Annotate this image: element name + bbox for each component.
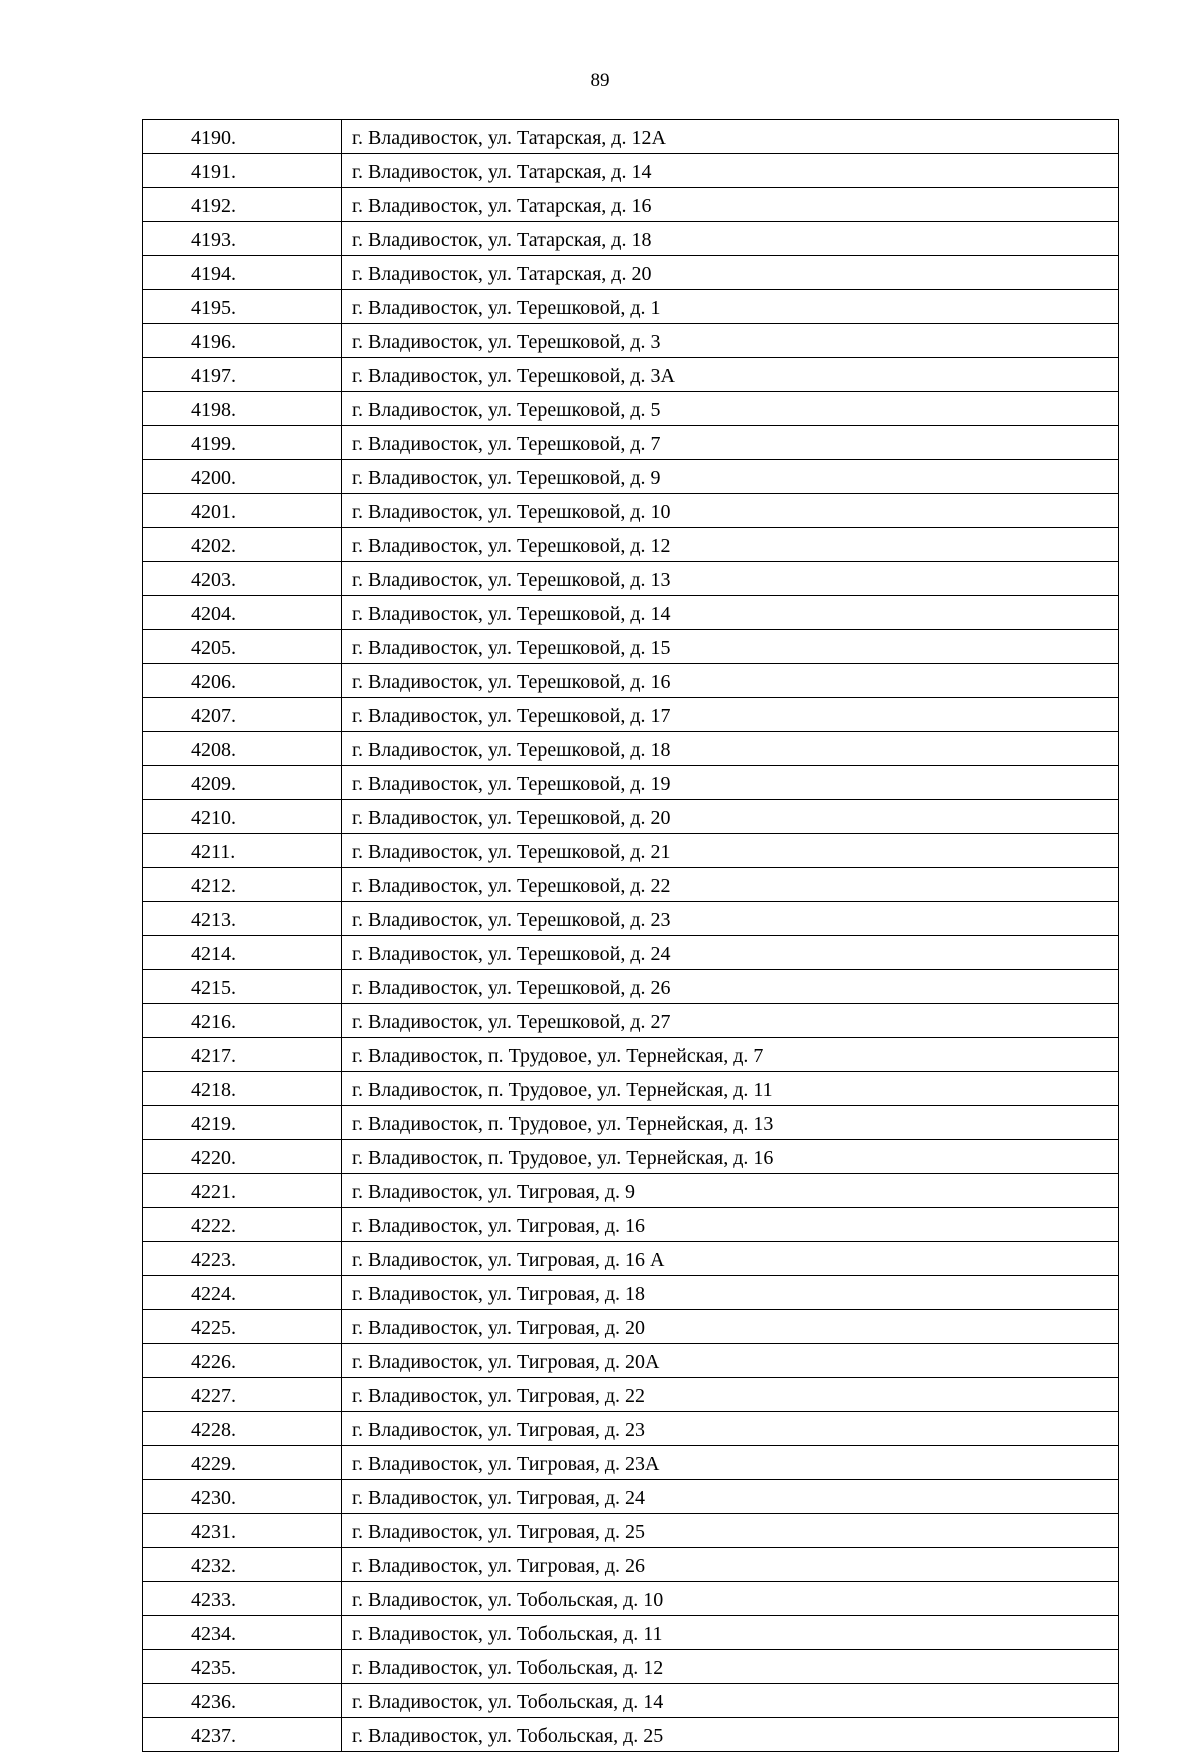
address-cell: г. Владивосток, ул. Терешковой, д. 7 [342, 426, 1119, 460]
address-cell: г. Владивосток, п. Трудовое, ул. Тернейская, д. 7 [342, 1038, 1119, 1072]
row-number-cell: 4207. [143, 698, 342, 732]
row-number-cell: 4201. [143, 494, 342, 528]
row-number-cell: 4229. [143, 1446, 342, 1480]
address-cell: г. Владивосток, ул. Тигровая, д. 23А [342, 1446, 1119, 1480]
address-cell: г. Владивосток, ул. Татарская, д. 16 [342, 188, 1119, 222]
address-cell: г. Владивосток, ул. Татарская, д. 12А [342, 120, 1119, 154]
row-number-cell: 4209. [143, 766, 342, 800]
address-cell: г. Владивосток, ул. Терешковой, д. 17 [342, 698, 1119, 732]
table-row [143, 1514, 1119, 1548]
table-row [143, 868, 1119, 902]
row-number-cell: 4232. [143, 1548, 342, 1582]
row-number-cell: 4235. [143, 1650, 342, 1684]
table-row [143, 1684, 1119, 1718]
table-row [143, 664, 1119, 698]
table-row [143, 120, 1119, 154]
table-row [143, 1344, 1119, 1378]
table-row [143, 358, 1119, 392]
table-row [143, 970, 1119, 1004]
row-number-cell: 4206. [143, 664, 342, 698]
address-cell: г. Владивосток, ул. Терешковой, д. 14 [342, 596, 1119, 630]
table-row [143, 1378, 1119, 1412]
table-row [143, 596, 1119, 630]
table-row [143, 426, 1119, 460]
row-number-cell: 4210. [143, 800, 342, 834]
row-number-cell: 4228. [143, 1412, 342, 1446]
address-cell: г. Владивосток, ул. Тобольская, д. 25 [342, 1718, 1119, 1752]
row-number-cell: 4217. [143, 1038, 342, 1072]
address-cell: г. Владивосток, ул. Тигровая, д. 18 [342, 1276, 1119, 1310]
table-row [143, 1582, 1119, 1616]
table-row [143, 1242, 1119, 1276]
row-number-cell: 4231. [143, 1514, 342, 1548]
row-number-cell: 4233. [143, 1582, 342, 1616]
row-number-cell: 4215. [143, 970, 342, 1004]
row-number-cell: 4195. [143, 290, 342, 324]
row-number-cell: 4199. [143, 426, 342, 460]
table-row [143, 1718, 1119, 1752]
address-cell: г. Владивосток, ул. Тигровая, д. 20 [342, 1310, 1119, 1344]
table-row [143, 324, 1119, 358]
table-row [143, 630, 1119, 664]
table-row [143, 1616, 1119, 1650]
row-number-cell: 4190. [143, 120, 342, 154]
address-cell: г. Владивосток, ул. Терешковой, д. 26 [342, 970, 1119, 1004]
address-cell: г. Владивосток, ул. Тигровая, д. 25 [342, 1514, 1119, 1548]
address-cell: г. Владивосток, ул. Терешковой, д. 13 [342, 562, 1119, 596]
table-row [143, 290, 1119, 324]
row-number-cell: 4198. [143, 392, 342, 426]
address-cell: г. Владивосток, ул. Тигровая, д. 9 [342, 1174, 1119, 1208]
address-cell: г. Владивосток, п. Трудовое, ул. Тернейская, д. 11 [342, 1072, 1119, 1106]
row-number-cell: 4226. [143, 1344, 342, 1378]
address-cell: г. Владивосток, ул. Терешковой, д. 16 [342, 664, 1119, 698]
address-cell: г. Владивосток, ул. Тигровая, д. 22 [342, 1378, 1119, 1412]
row-number-cell: 4193. [143, 222, 342, 256]
address-cell: г. Владивосток, ул. Тигровая, д. 26 [342, 1548, 1119, 1582]
table-row [143, 1106, 1119, 1140]
table-row [143, 1174, 1119, 1208]
table-row [143, 1140, 1119, 1174]
address-cell: г. Владивосток, ул. Тобольская, д. 11 [342, 1616, 1119, 1650]
row-number-cell: 4192. [143, 188, 342, 222]
address-cell: г. Владивосток, ул. Тигровая, д. 16 [342, 1208, 1119, 1242]
row-number-cell: 4211. [143, 834, 342, 868]
row-number-cell: 4225. [143, 1310, 342, 1344]
row-number-cell: 4221. [143, 1174, 342, 1208]
row-number-cell: 4205. [143, 630, 342, 664]
table-row [143, 1480, 1119, 1514]
table-row [143, 766, 1119, 800]
table-row [143, 1650, 1119, 1684]
table-row [143, 562, 1119, 596]
row-number-cell: 4234. [143, 1616, 342, 1650]
address-cell: г. Владивосток, ул. Терешковой, д. 19 [342, 766, 1119, 800]
address-cell: г. Владивосток, ул. Терешковой, д. 23 [342, 902, 1119, 936]
table-row [143, 936, 1119, 970]
row-number-cell: 4219. [143, 1106, 342, 1140]
table-row [143, 494, 1119, 528]
address-cell: г. Владивосток, ул. Терешковой, д. 20 [342, 800, 1119, 834]
address-cell: г. Владивосток, ул. Тигровая, д. 24 [342, 1480, 1119, 1514]
table-row [143, 1310, 1119, 1344]
address-cell: г. Владивосток, ул. Терешковой, д. 22 [342, 868, 1119, 902]
row-number-cell: 4203. [143, 562, 342, 596]
table-row [143, 698, 1119, 732]
row-number-cell: 4230. [143, 1480, 342, 1514]
address-cell: г. Владивосток, ул. Терешковой, д. 12 [342, 528, 1119, 562]
address-table [142, 119, 1119, 1752]
table-row [143, 1072, 1119, 1106]
address-cell: г. Владивосток, ул. Терешковой, д. 5 [342, 392, 1119, 426]
address-cell: г. Владивосток, ул. Тобольская, д. 14 [342, 1684, 1119, 1718]
row-number-cell: 4237. [143, 1718, 342, 1752]
table-row [143, 460, 1119, 494]
row-number-cell: 4202. [143, 528, 342, 562]
page-number: 89 [590, 70, 610, 91]
address-cell: г. Владивосток, ул. Терешковой, д. 1 [342, 290, 1119, 324]
table-row [143, 256, 1119, 290]
row-number-cell: 4227. [143, 1378, 342, 1412]
row-number-cell: 4200. [143, 460, 342, 494]
address-cell: г. Владивосток, ул. Терешковой, д. 15 [342, 630, 1119, 664]
row-number-cell: 4204. [143, 596, 342, 630]
table-row [143, 1004, 1119, 1038]
address-cell: г. Владивосток, п. Трудовое, ул. Тернейская, д. 16 [342, 1140, 1119, 1174]
table-row [143, 222, 1119, 256]
address-cell: г. Владивосток, ул. Тигровая, д. 20А [342, 1344, 1119, 1378]
address-cell: г. Владивосток, ул. Татарская, д. 20 [342, 256, 1119, 290]
row-number-cell: 4208. [143, 732, 342, 766]
table-row [143, 392, 1119, 426]
address-table-body [143, 120, 1119, 1752]
address-cell: г. Владивосток, ул. Терешковой, д. 9 [342, 460, 1119, 494]
table-row [143, 188, 1119, 222]
address-cell: г. Владивосток, ул. Тигровая, д. 23 [342, 1412, 1119, 1446]
address-cell: г. Владивосток, ул. Татарская, д. 14 [342, 154, 1119, 188]
address-cell: г. Владивосток, ул. Терешковой, д. 24 [342, 936, 1119, 970]
address-cell: г. Владивосток, ул. Терешковой, д. 18 [342, 732, 1119, 766]
table-row [143, 1446, 1119, 1480]
row-number-cell: 4236. [143, 1684, 342, 1718]
table-row [143, 1548, 1119, 1582]
row-number-cell: 4194. [143, 256, 342, 290]
row-number-cell: 4214. [143, 936, 342, 970]
address-cell: г. Владивосток, ул. Терешковой, д. 10 [342, 494, 1119, 528]
row-number-cell: 4222. [143, 1208, 342, 1242]
address-cell: г. Владивосток, ул. Тигровая, д. 16 А [342, 1242, 1119, 1276]
table-row [143, 1208, 1119, 1242]
table-row [143, 732, 1119, 766]
address-cell: г. Владивосток, ул. Тобольская, д. 12 [342, 1650, 1119, 1684]
row-number-cell: 4191. [143, 154, 342, 188]
table-row [143, 1276, 1119, 1310]
table-row [143, 154, 1119, 188]
row-number-cell: 4196. [143, 324, 342, 358]
row-number-cell: 4213. [143, 902, 342, 936]
table-row [143, 1038, 1119, 1072]
table-row [143, 528, 1119, 562]
row-number-cell: 4216. [143, 1004, 342, 1038]
address-cell: г. Владивосток, п. Трудовое, ул. Тернейская, д. 13 [342, 1106, 1119, 1140]
row-number-cell: 4224. [143, 1276, 342, 1310]
row-number-cell: 4212. [143, 868, 342, 902]
address-cell: г. Владивосток, ул. Терешковой, д. 3А [342, 358, 1119, 392]
address-cell: г. Владивосток, ул. Терешковой, д. 21 [342, 834, 1119, 868]
address-cell: г. Владивосток, ул. Терешковой, д. 27 [342, 1004, 1119, 1038]
address-cell: г. Владивосток, ул. Терешковой, д. 3 [342, 324, 1119, 358]
row-number-cell: 4223. [143, 1242, 342, 1276]
row-number-cell: 4197. [143, 358, 342, 392]
table-row [143, 800, 1119, 834]
address-cell: г. Владивосток, ул. Тобольская, д. 10 [342, 1582, 1119, 1616]
row-number-cell: 4220. [143, 1140, 342, 1174]
address-cell: г. Владивосток, ул. Татарская, д. 18 [342, 222, 1119, 256]
table-row [143, 902, 1119, 936]
row-number-cell: 4218. [143, 1072, 342, 1106]
table-row [143, 1412, 1119, 1446]
table-row [143, 834, 1119, 868]
